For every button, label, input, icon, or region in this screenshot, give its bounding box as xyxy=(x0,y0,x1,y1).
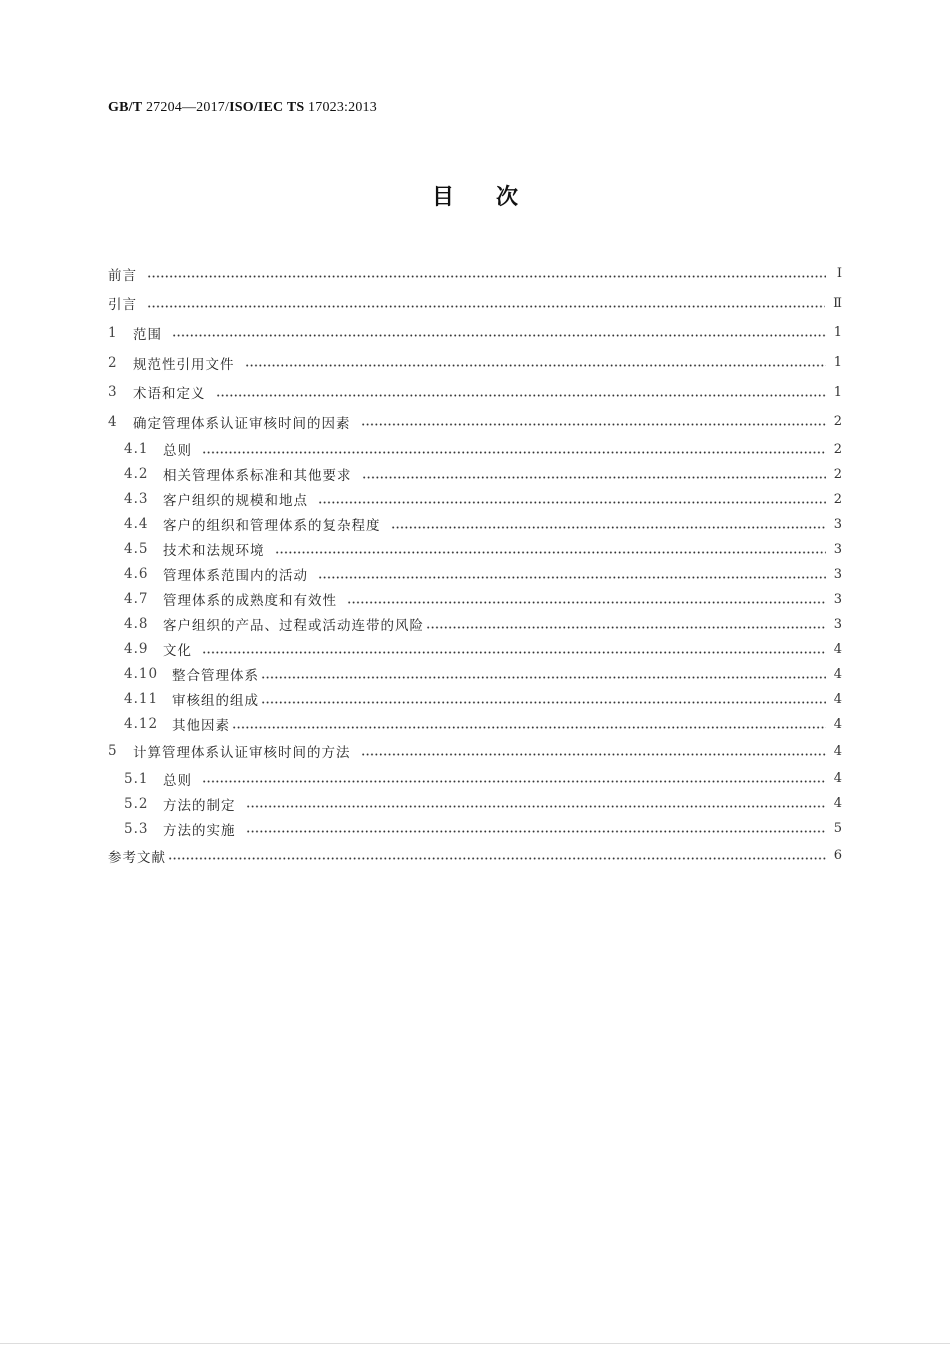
toc-entry-page: 4 xyxy=(833,716,842,732)
toc-entry-number: 4.6 xyxy=(124,566,149,583)
toc-entry-label: 确定管理体系认证审核时间的因素 xyxy=(133,415,351,432)
toc-entry[interactable] xyxy=(108,687,842,712)
toc-entry[interactable] xyxy=(108,318,842,348)
dot-leader xyxy=(147,305,825,308)
toc-entry-number: 3 xyxy=(108,384,118,401)
toc-entry[interactable] xyxy=(108,537,842,562)
toc-entry-page: 4 xyxy=(833,691,842,707)
toc-entry-label: 范围 xyxy=(133,326,162,343)
toc-entry-page: 3 xyxy=(833,591,842,607)
toc-entry-page: 4 xyxy=(833,796,842,812)
toc-entry-number: 4.3 xyxy=(124,491,149,508)
toc-entry-page: 4 xyxy=(833,666,842,682)
dot-leader xyxy=(318,576,826,579)
toc-entry-number: 4.4 xyxy=(124,516,149,533)
dot-leader xyxy=(147,275,826,278)
dot-leader xyxy=(202,451,826,454)
table-of-contents xyxy=(108,259,842,871)
toc-entry-page: 3 xyxy=(833,541,842,557)
dot-leader xyxy=(261,701,826,704)
toc-entry-page: 4 xyxy=(833,743,842,759)
toc-entry-label: 术语和定义 xyxy=(133,386,206,403)
toc-entry-number: 5 xyxy=(108,743,118,760)
toc-entry-label: 文化 xyxy=(163,643,192,660)
toc-entry-page: 2 xyxy=(833,466,842,482)
toc-entry-page: 2 xyxy=(833,414,842,430)
toc-entry-page: 3 xyxy=(833,516,842,532)
dot-leader xyxy=(246,805,826,808)
toc-entry-number: 5.2 xyxy=(124,795,149,812)
toc-entry-page: 3 xyxy=(833,566,842,582)
toc-entry-label: 管理体系范围内的活动 xyxy=(163,568,308,585)
toc-entry-number: 5.3 xyxy=(124,820,149,837)
toc-entry[interactable] xyxy=(108,289,842,319)
header-gb: GB/T xyxy=(108,100,143,115)
toc-entry-page: 1 xyxy=(833,384,842,400)
toc-entry-page: 4 xyxy=(833,641,842,657)
dot-leader xyxy=(168,857,826,860)
header-number: 27204—2017/ xyxy=(142,100,230,115)
toc-entry[interactable] xyxy=(108,791,842,816)
toc-entry-label: 方法的制定 xyxy=(163,797,236,814)
toc-entry-label: 管理体系的成熟度和有效性 xyxy=(163,593,337,610)
toc-entry-number: 4.5 xyxy=(124,541,149,558)
toc-entry[interactable] xyxy=(108,348,842,378)
dot-leader xyxy=(261,676,826,679)
toc-entry[interactable] xyxy=(108,737,842,767)
dot-leader xyxy=(275,551,826,554)
dot-leader xyxy=(347,601,826,604)
toc-entry-page: Ⅰ xyxy=(836,266,842,282)
toc-entry-page: 2 xyxy=(833,491,842,507)
toc-entry-label: 方法的实施 xyxy=(163,822,236,839)
toc-entry-number: 5.1 xyxy=(124,770,149,787)
dot-leader xyxy=(245,364,826,367)
toc-entry-label: 参考文献 xyxy=(108,849,166,866)
toc-entry-page: Ⅱ xyxy=(833,295,842,311)
page-title: 目次 xyxy=(431,185,560,210)
toc-entry[interactable] xyxy=(108,612,842,637)
dot-leader xyxy=(391,526,826,529)
document-header xyxy=(108,100,377,116)
toc-entry-label: 计算管理体系认证审核时间的方法 xyxy=(133,745,351,762)
toc-entry-number: 4.8 xyxy=(124,616,149,633)
toc-entry-label: 整合管理体系 xyxy=(172,668,259,685)
header-iso-number: 17023:2013 xyxy=(304,100,377,115)
toc-entry[interactable] xyxy=(108,662,842,687)
dot-leader xyxy=(202,651,826,654)
dot-leader xyxy=(362,476,826,479)
toc-entry-number: 2 xyxy=(108,354,118,371)
dot-leader xyxy=(232,726,826,729)
toc-entry[interactable] xyxy=(108,437,842,462)
toc-entry-label: 客户组织的规模和地点 xyxy=(163,493,308,510)
toc-entry[interactable] xyxy=(108,637,842,662)
toc-entry[interactable] xyxy=(108,587,842,612)
toc-entry[interactable] xyxy=(108,462,842,487)
toc-entry-page: 4 xyxy=(833,771,842,787)
toc-entry-label: 引言 xyxy=(108,297,137,314)
dot-leader xyxy=(361,423,826,426)
toc-entry-page: 3 xyxy=(833,616,842,632)
dot-leader xyxy=(246,830,826,833)
toc-entry-label: 客户组织的产品、过程或活动连带的风险 xyxy=(163,618,424,635)
dot-leader xyxy=(172,334,826,337)
toc-entry-number: 4 xyxy=(108,413,118,430)
toc-entry[interactable] xyxy=(108,766,842,791)
header-iso: ISO/IEC TS xyxy=(229,100,305,115)
toc-entry-label: 客户的组织和管理体系的复杂程度 xyxy=(163,518,381,535)
toc-entry[interactable] xyxy=(108,562,842,587)
toc-entry[interactable] xyxy=(108,259,842,289)
toc-entry[interactable] xyxy=(108,407,842,437)
toc-entry[interactable] xyxy=(108,512,842,537)
dot-leader xyxy=(426,626,826,629)
toc-entry-number: 4.9 xyxy=(124,641,149,658)
toc-entry-label: 规范性引用文件 xyxy=(133,356,235,373)
toc-entry-page: 6 xyxy=(833,848,842,864)
toc-entry-page: 2 xyxy=(833,441,842,457)
dot-leader xyxy=(216,394,826,397)
toc-entry-number: 4.1 xyxy=(124,441,149,458)
toc-entry-page: 1 xyxy=(833,355,842,371)
toc-entry[interactable] xyxy=(108,377,842,407)
toc-entry-number: 4.10 xyxy=(124,666,159,683)
toc-entry-label: 总则 xyxy=(163,772,192,789)
dot-leader xyxy=(318,501,826,504)
toc-entry-number: 4.2 xyxy=(124,466,149,483)
dot-leader xyxy=(202,780,826,783)
toc-entry-label: 相关管理体系标准和其他要求 xyxy=(163,468,352,485)
toc-entry-label: 总则 xyxy=(163,443,192,460)
toc-entry[interactable] xyxy=(108,841,842,871)
toc-entry[interactable] xyxy=(108,816,842,841)
toc-entry-number: 1 xyxy=(108,324,118,341)
dot-leader xyxy=(361,753,826,756)
toc-entry-number: 4.7 xyxy=(124,591,149,608)
toc-entry-page: 5 xyxy=(833,821,842,837)
toc-entry[interactable] xyxy=(108,487,842,512)
toc-entry-number: 4.12 xyxy=(124,716,159,733)
toc-entry-label: 技术和法规环境 xyxy=(163,543,265,560)
toc-entry[interactable] xyxy=(108,712,842,737)
toc-entry-label: 审核组的组成 xyxy=(172,693,259,710)
toc-entry-label: 其他因素 xyxy=(172,718,230,735)
toc-entry-number: 4.11 xyxy=(124,691,159,708)
toc-entry-page: 1 xyxy=(833,325,842,341)
page-edge xyxy=(0,1343,950,1344)
toc-entry-label: 前言 xyxy=(108,267,137,284)
